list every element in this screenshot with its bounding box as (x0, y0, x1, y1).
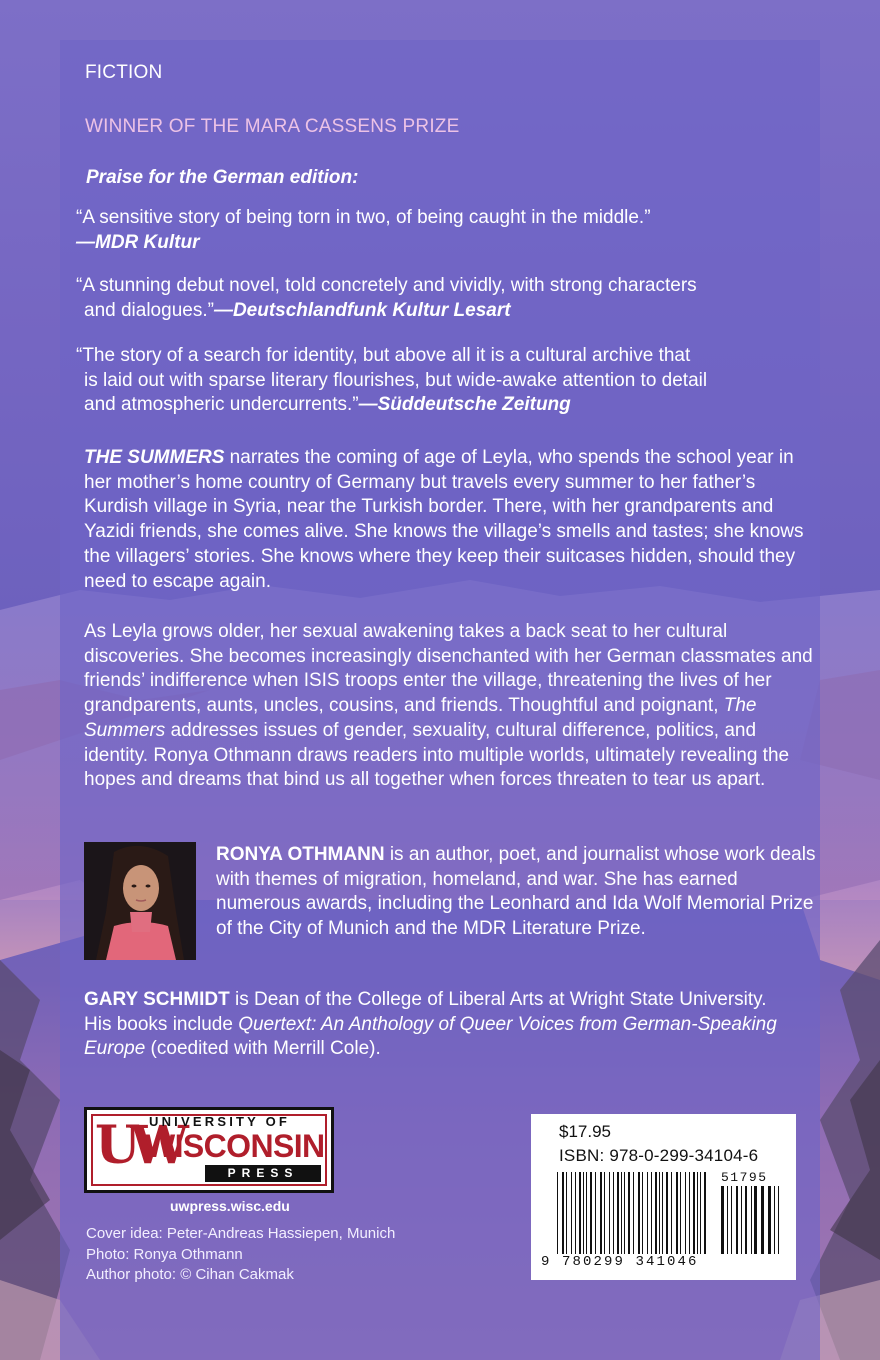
barcode-bar (621, 1172, 622, 1254)
translator-bio-text-cont: (coedited with Merrill Cole). (145, 1038, 381, 1060)
barcode-box (531, 1114, 796, 1280)
barcode-bar (736, 1186, 738, 1254)
quote-text-cont: is laid out with sparse literary flourishes, but wide-awake attention to detail (84, 369, 708, 391)
author-name: RONYA OTHMANN (216, 844, 385, 865)
publisher-logo-university: UNIVERSITY OF (149, 1114, 291, 1129)
barcode-bar (595, 1172, 596, 1254)
synopsis-text-cont: addresses issues of gender, sexuality, cultural difference, politics, and identity. Ronya Othmann draws readers into multiple worlds, ultimately revealing the hopes and dreams that bind us all together when forces threaten to tear us apart. (84, 719, 790, 791)
barcode-bar (659, 1172, 660, 1254)
barcode-bar (613, 1172, 614, 1254)
praise-heading: Praise for the German edition: (86, 167, 359, 188)
prize-label: WINNER OF THE MARA CASSENS PRIZE (85, 116, 460, 137)
barcode-bar (741, 1186, 742, 1254)
credit-line: Photo: Ronya Othmann (86, 1245, 243, 1263)
barcode-bar (778, 1186, 779, 1254)
synopsis-text: narrates the coming of age of Leyla, who spends the school year in her mother’s home country of Germany but travels every summer to her father’s Kurdish village in Syria, near the Turkish border. There, with her grandparents and Yazidi friends, she comes alive. She knows the village’s smells and tastes; she knows the villagers’ stories. She knows where they keep their suitcases hidden, should they need to escape again. (84, 447, 804, 592)
barcode-bar (583, 1172, 584, 1254)
barcode-bar (700, 1172, 701, 1254)
barcode-bar (651, 1172, 652, 1254)
barcode-bar (647, 1172, 648, 1254)
review-quote (76, 344, 816, 418)
barcode-bar (666, 1172, 668, 1254)
barcode-bar (680, 1172, 681, 1254)
credit-line: Cover idea: Peter-Andreas Hassiepen, Munich (86, 1225, 396, 1242)
barcode-bar (571, 1172, 572, 1254)
isbn-label: ISBN: 978-0-299-34104-6 (559, 1146, 759, 1165)
barcode-bar (586, 1172, 587, 1254)
barcode-bar (562, 1172, 564, 1254)
barcode-bar (676, 1172, 678, 1254)
barcode-bar (697, 1172, 698, 1254)
barcode-bar (689, 1172, 690, 1254)
synopsis-paragraph-2 (84, 620, 814, 793)
synopsis-text: As Leyla grows older, her sexual awakening takes a back seat to her cultural discoveries. She becomes increasingly disenchanted with her German classmates and friends’ indifference when ISIS troops enter the village, threatening the lives of her grandparents, aunts, uncles, cousins, and friends. Thoughtful and poignant, (84, 621, 813, 717)
barcode-bar (638, 1172, 640, 1254)
quote-source: —Süddeutsche Zeitung (358, 394, 571, 415)
barcode-bar (609, 1172, 610, 1254)
barcode-bar (662, 1172, 663, 1254)
barcode-bar (693, 1172, 695, 1254)
barcode-digits: 9 780299 341046 (541, 1254, 699, 1270)
barcode-bar (642, 1172, 643, 1254)
publisher-logo (84, 1107, 334, 1193)
barcode-bar (671, 1172, 672, 1254)
barcode-bar (590, 1172, 592, 1254)
barcode-bar (633, 1172, 634, 1254)
author-bio-text: is an author, poet, and journalist whose work deals with themes of migration, homeland, and war. She has earned numerous awards, including the Leonhard and Ida Wolf Memorial Prize of the City of Munich and the MDR Literature Prize. (216, 844, 816, 940)
barcode-bar (768, 1186, 771, 1254)
barcode-bar (575, 1172, 576, 1254)
synopsis-paragraph-1 (84, 446, 814, 594)
quote-text: “A stunning debut novel, told concretely and vividly, with strong characters (76, 275, 697, 296)
barcode-bar (624, 1172, 625, 1254)
translator-book-title: Quertext: An Anthology of Queer Voices from German-Speaking Europe (84, 1013, 777, 1060)
translator-name: GARY SCHMIDT (84, 989, 230, 1010)
barcode-bar (604, 1172, 605, 1254)
review-quote (76, 274, 816, 323)
barcode-bar (600, 1172, 602, 1254)
review-quote (76, 206, 816, 255)
publisher-logo-press: PRESS (227, 1166, 299, 1180)
barcode-bar (721, 1186, 724, 1254)
barcode-bar (731, 1186, 732, 1254)
author-photo (84, 842, 196, 960)
price-addon-code: 51795 (721, 1170, 768, 1185)
barcode-bar (628, 1172, 630, 1254)
genre-label: FICTION (85, 62, 163, 83)
translator-bio (84, 988, 784, 1062)
quote-text: “A sensitive story of being torn in two, of being caught in the middle.” (76, 207, 651, 228)
credit-line: Author photo: © Cihan Cakmak (86, 1266, 294, 1283)
barcode-bar (557, 1172, 558, 1254)
translator-bio-text: is Dean of the College of Liberal Arts at Wright State University. His books include (84, 989, 767, 1035)
barcode-bar (566, 1172, 567, 1254)
barcode-bar (655, 1172, 657, 1254)
publisher-logo-mark: UW (95, 1115, 179, 1176)
author-bio (216, 843, 816, 942)
barcode-bar (579, 1172, 581, 1254)
quote-source: —Deutschlandfunk Kultur Lesart (213, 299, 511, 321)
book-title: THE SUMMERS (84, 447, 225, 468)
barcode-bar (617, 1172, 619, 1254)
barcode-bar (685, 1172, 686, 1254)
publisher-url: uwpress.wisc.edu (170, 1198, 290, 1214)
price-label: $17.95 (559, 1122, 611, 1141)
barcode-bar (774, 1186, 775, 1254)
quote-text-cont: and atmospheric undercurrents.”—Süddeutsche Zeitung (84, 394, 571, 415)
barcode-bar (754, 1186, 757, 1254)
book-title-inline: The Summers (84, 695, 757, 741)
barcode-bar (761, 1186, 764, 1254)
barcode-bar (751, 1186, 752, 1254)
barcode-bar (745, 1186, 747, 1254)
cover-credits (86, 1224, 395, 1286)
quote-text-cont: and dialogues.”—Deutschlandfunk Kultur Lesart (84, 299, 511, 321)
publisher-logo-wisconsin: WISCONSIN (145, 1128, 325, 1164)
barcode-bar (727, 1186, 728, 1254)
quote-text: “The story of a search for identity, but above all it is a cultural archive that (76, 345, 691, 366)
quote-source: —MDR Kultur (76, 231, 200, 253)
barcode-bar (704, 1172, 706, 1254)
